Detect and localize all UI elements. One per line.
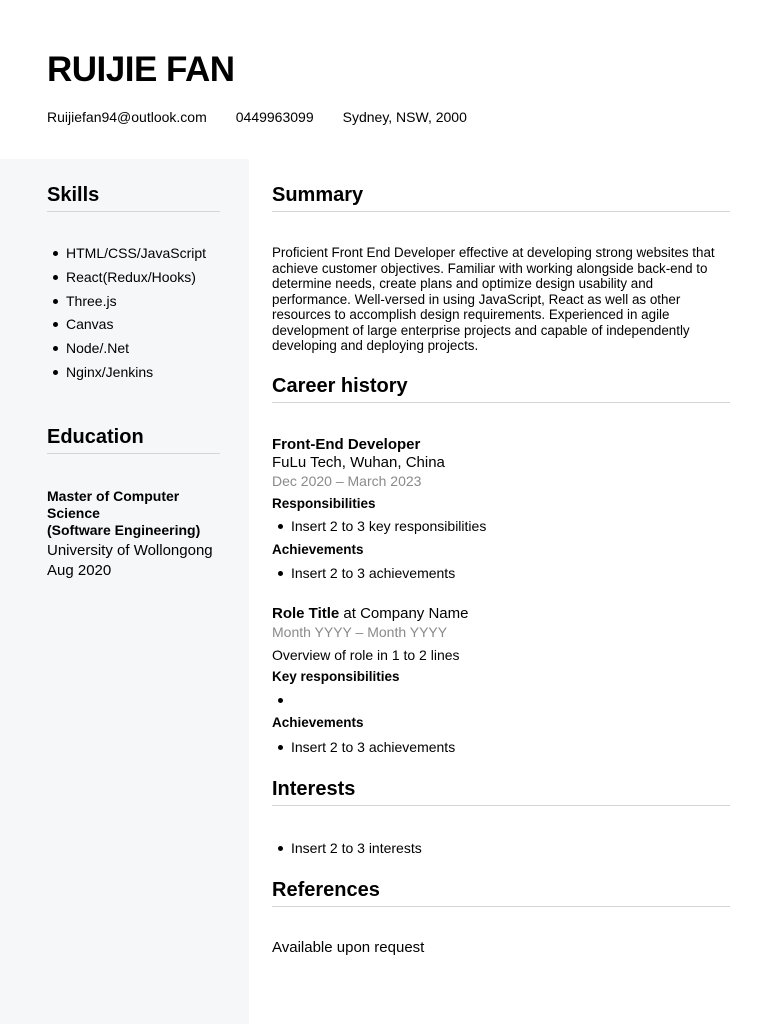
degree-specialization: (Software Engineering) — [47, 522, 201, 538]
list-item: React(Redux/Hooks) — [47, 269, 206, 285]
references-heading: References — [272, 879, 380, 901]
skills-list — [47, 245, 206, 388]
list-item: Insert 2 to 3 achievements — [272, 739, 455, 755]
list-item: Node/.Net — [47, 340, 206, 356]
references-text: Available upon request — [272, 939, 425, 956]
achievements-list — [272, 739, 455, 755]
summary-divider — [272, 211, 730, 212]
interests-heading: Interests — [272, 778, 356, 800]
career-divider — [272, 402, 730, 403]
summary-text: Proficient Front End Developer effective at developing strong websites that achieve customer objectives. Familiar with working alongside back-end to determine needs, create plans and optimize design usability and performance. Well-versed in using JavaScript, React as well as other resources to accomplish design requirements. Experienced in agile development of large enterprise projects and capable of independently developing and deploying projects. — [272, 245, 715, 353]
job-title: Front-End Developer — [272, 436, 421, 453]
contact-location: Sydney, NSW, 2000 — [342, 109, 467, 125]
list-item: Insert 2 to 3 interests — [272, 840, 422, 856]
summary-heading: Summary — [272, 184, 364, 206]
job-overview: Overview of role in 1 to 2 lines — [272, 647, 460, 663]
contact-phone[interactable]: 0449963099 — [235, 109, 314, 125]
job-company: FuLu Tech, Wuhan, China — [272, 454, 445, 471]
responsibilities-label: Responsibilities — [272, 496, 376, 511]
interests-list — [272, 840, 422, 856]
list-item: Three.js — [47, 293, 206, 309]
references-divider — [272, 906, 730, 907]
list-item: Insert 2 to 3 key responsibilities — [272, 518, 486, 534]
education-school: University of Wollongong — [47, 542, 213, 559]
responsibilities-list — [272, 692, 291, 708]
skills-heading: Skills — [47, 184, 100, 206]
skills-divider — [47, 211, 220, 212]
job-company: at Company Name — [339, 605, 469, 622]
job-heading — [272, 605, 468, 623]
job-title: Role Title — [272, 605, 340, 622]
achievements-list — [272, 565, 455, 581]
list-item: Canvas — [47, 316, 206, 332]
responsibilities-label: Key responsibilities — [272, 669, 400, 684]
job-dates: Dec 2020 – March 2023 — [272, 473, 422, 489]
achievements-label: Achievements — [272, 715, 364, 730]
education-heading: Education — [47, 426, 144, 448]
responsibilities-list — [272, 518, 486, 534]
interests-divider — [272, 805, 730, 806]
achievements-label: Achievements — [272, 542, 364, 557]
career-heading: Career history — [272, 375, 408, 397]
resume-header — [0, 0, 768, 159]
list-item: Insert 2 to 3 achievements — [272, 565, 455, 581]
contact-email[interactable]: Ruijiefan94@outlook.com — [47, 109, 207, 125]
education-date: Aug 2020 — [47, 562, 112, 579]
education-degree — [47, 488, 227, 539]
education-divider — [47, 453, 220, 454]
job-dates: Month YYYY – Month YYYY — [272, 624, 448, 640]
contact-line — [47, 109, 496, 125]
candidate-name: RUIJIE FAN — [47, 50, 235, 89]
list-item: Nginx/Jenkins — [47, 364, 206, 380]
list-item — [272, 692, 291, 708]
list-item: HTML/CSS/JavaScript — [47, 245, 206, 261]
degree-line: Master of Computer Science — [47, 488, 180, 521]
